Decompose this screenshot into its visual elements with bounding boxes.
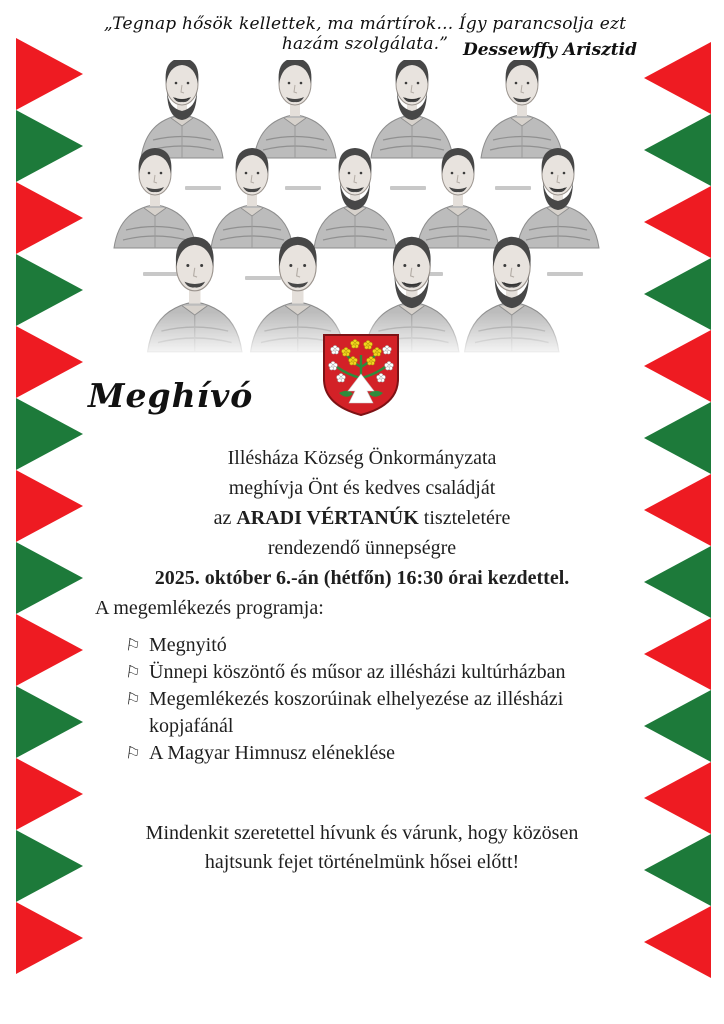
bunting-triangle-green <box>644 690 711 762</box>
arad-martyrs-engraving <box>85 60 645 360</box>
bunting-triangle-red <box>644 906 711 978</box>
bunting-triangle-green <box>16 542 83 614</box>
bunting-triangle-green <box>16 686 83 758</box>
invitation-block <box>82 443 642 593</box>
invitation-line-2: meghívja Önt és kedves családját <box>228 477 496 499</box>
bunting-triangle-red <box>16 326 83 398</box>
header-quote: „Tegnap hősök kellettek, ma mártírok... Így parancsolja ezt hazám szolgálata.” <box>103 14 627 54</box>
bunting-triangle-red <box>16 38 83 110</box>
bunting-triangle-green <box>16 254 83 326</box>
program-item <box>123 740 621 767</box>
closing-line-1: Mindenkit szeretettel hívunk és várunk, hogy közösen <box>145 822 579 844</box>
bunting-triangle-green <box>16 110 83 182</box>
program-list <box>123 632 621 767</box>
bunting-triangle-red <box>16 758 83 830</box>
bunting-triangle-green <box>16 830 83 902</box>
program-item-label: Megnyitó <box>149 634 227 656</box>
bunting-triangle-red <box>16 614 83 686</box>
bunting-triangle-green <box>644 834 711 906</box>
program-item <box>123 686 621 740</box>
program-heading: A megemlékezés programja: <box>95 597 324 619</box>
aradi-vertanuk-bold: ARADI VÉRTANÚK <box>236 507 419 529</box>
bunting-triangle-red <box>644 618 711 690</box>
bunting-left <box>16 38 83 974</box>
bunting-triangle-green <box>644 546 711 618</box>
quote-attribution: Dessewffy Arisztid <box>462 40 637 60</box>
bunting-triangle-red <box>16 902 83 974</box>
bunting-triangle-green <box>644 402 711 474</box>
flag-bullet-icon: ⚐ <box>123 743 142 765</box>
line3-suffix: tiszteletére <box>418 507 511 529</box>
bunting-triangle-red <box>644 474 711 546</box>
program-item-label: Ünnepi köszöntő és műsor az illésházi kultúrházban <box>149 661 566 683</box>
bunting-triangle-red <box>16 470 83 542</box>
flag-bullet-icon: ⚐ <box>123 689 142 711</box>
bunting-triangle-green <box>644 258 711 330</box>
program-item <box>123 659 621 686</box>
bunting-triangle-red <box>644 186 711 258</box>
bunting-triangle-red <box>644 330 711 402</box>
bunting-right <box>644 42 711 978</box>
program-item-label: A Magyar Himnusz eléneklése <box>149 742 396 764</box>
bunting-triangle-red <box>16 182 83 254</box>
program-item-label: Megemlékezés koszorúinak elhelyezése az illésházi kopjafánál <box>149 688 564 737</box>
line3-prefix: az <box>213 507 237 529</box>
bunting-triangle-green <box>16 398 83 470</box>
page-title: Meghívó <box>88 376 254 415</box>
bunting-triangle-red <box>644 42 711 114</box>
program-item <box>123 632 621 659</box>
flag-bullet-icon: ⚐ <box>123 662 142 684</box>
closing-text <box>82 819 642 877</box>
flag-bullet-icon: ⚐ <box>123 635 142 657</box>
bunting-triangle-green <box>644 114 711 186</box>
event-date-line: 2025. október 6.-án (hétfőn) 16:30 órai kezdettel. <box>154 567 570 589</box>
invitation-line-4: rendezendő ünnepségre <box>267 537 457 559</box>
bunting-triangle-red <box>644 762 711 834</box>
illeshaza-coat-of-arms <box>322 333 400 417</box>
invitation-line-3 <box>82 503 642 533</box>
closing-line-2: hajtsunk fejet történelmünk hősei előtt! <box>204 851 520 873</box>
invitation-line-1: Illésháza Község Önkormányzata <box>227 447 497 469</box>
